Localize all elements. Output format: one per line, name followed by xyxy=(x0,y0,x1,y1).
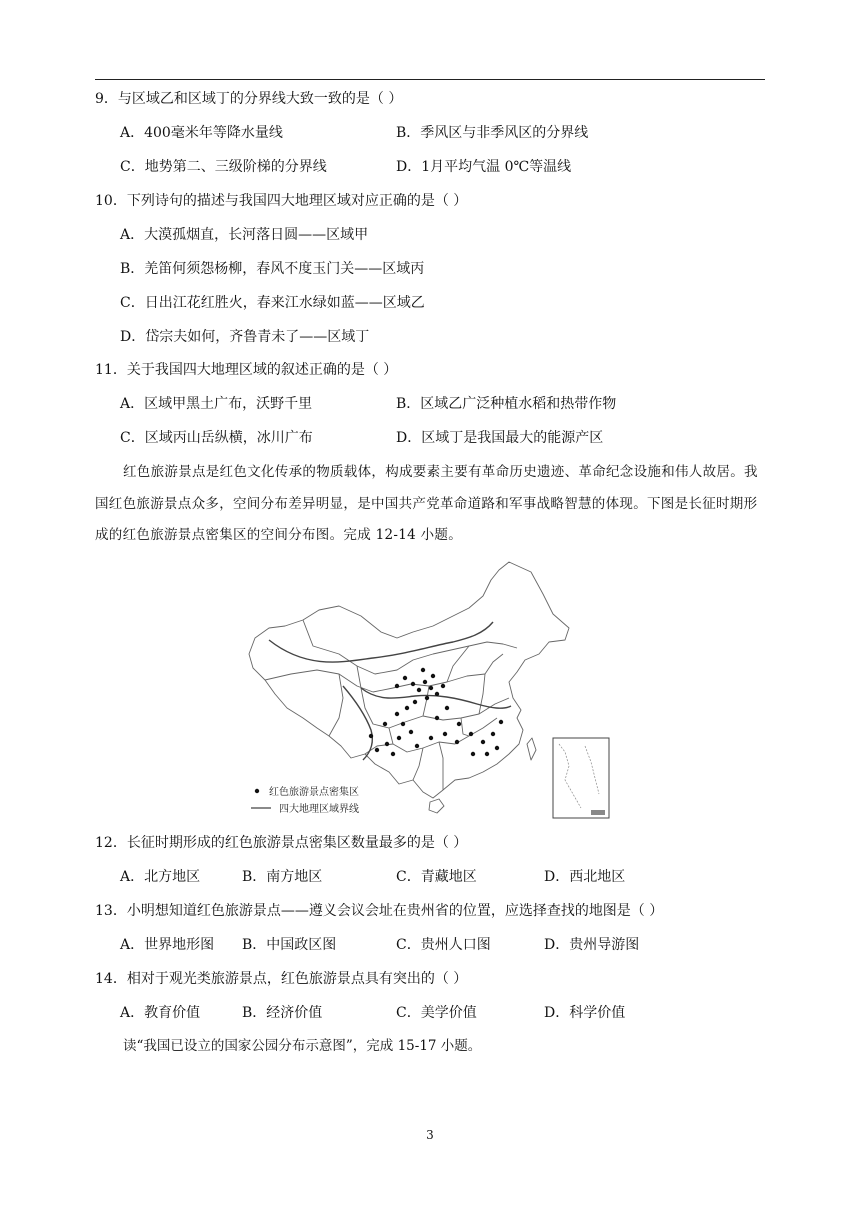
q12-option-b: B．南方地区 xyxy=(242,869,323,885)
q13-option-b: B．中国政区图 xyxy=(242,937,337,953)
q9-stem: 9．与区域乙和区域丁的分界线大致一致的是（ ） xyxy=(95,91,403,107)
q11-option-a: A．区域甲黑土广布，沃野千里 xyxy=(120,396,313,412)
q13-option-c: C．贵州人口图 xyxy=(396,937,491,953)
q13-option-d: D．贵州导游图 xyxy=(544,937,640,953)
q10-option-b: B．羌笛何须怨杨柳，春风不度玉门关——区域丙 xyxy=(120,261,425,277)
q14-option-c: C．美学价值 xyxy=(396,1005,477,1021)
region-boundary-north xyxy=(269,622,493,662)
legend-line-label: 四大地理区域界线 xyxy=(279,804,359,815)
passage-red-tourism-text: 红色旅游景点是红色文化传承的物质载体，构成要素主要有革命历史遗迹、革命纪念设施和伟人故居。我国红色旅游景点众多，空间分布差异明显，是中国共产党革命道路和军事战略智慧的体现。下图是长征时期形成的红色旅游景点密集区的空间分布图。完成 12-14 小题。 xyxy=(95,464,758,543)
q10-option-a: A．大漠孤烟直，长河落日圆——区域甲 xyxy=(120,227,369,243)
q12-option-a: A．北方地区 xyxy=(120,869,201,885)
q9-option-d: D．1月平均气温 0℃等温线 xyxy=(396,159,572,175)
q12-option-d: D．西北地区 xyxy=(544,869,626,885)
q14-option-a: A．教育价值 xyxy=(120,1005,201,1021)
legend-dot-icon xyxy=(255,789,259,793)
passage-red-tourism xyxy=(95,457,770,552)
q13-option-a: A．世界地形图 xyxy=(120,937,215,953)
region-boundary-tibet xyxy=(343,686,372,760)
header-rule xyxy=(95,79,765,80)
q10-option-d: D．岱宗夫如何，齐鲁青未了——区域丁 xyxy=(120,329,370,345)
legend-dot-label: 红色旅游景点密集区 xyxy=(269,787,359,798)
q10-stem: 10．下列诗句的描述与我国四大地理区域对应正确的是（ ） xyxy=(95,193,468,209)
q10-option-c: C．日出江花红胜火，春来江水绿如蓝——区域乙 xyxy=(120,295,425,311)
region-boundary-qinling xyxy=(361,688,511,708)
q12-option-c: C．青藏地区 xyxy=(396,869,477,885)
q11-option-c: C．区域丙山岳纵横，冰川广布 xyxy=(120,430,313,446)
q14-option-b: B．经济价值 xyxy=(242,1005,323,1021)
q11-stem: 11．关于我国四大地理区域的叙述正确的是（ ） xyxy=(95,362,398,378)
q11-option-b: B．区域乙广泛种植水稻和热带作物 xyxy=(396,396,617,412)
south-china-sea-inset xyxy=(553,738,609,818)
q13-stem: 13．小明想知道红色旅游景点——遵义会议会址在贵州省的位置，应选择查找的地图是（ ） xyxy=(95,903,664,919)
page-number: 3 xyxy=(426,1128,434,1142)
red-tourism-map xyxy=(247,558,617,823)
china-outline xyxy=(249,562,569,798)
q14-stem: 14．相对于观光类旅游景点，红色旅游景点具有突出的（ ） xyxy=(95,971,468,987)
q11-option-d: D．区域丁是我国最大的能源产区 xyxy=(396,430,604,446)
passage-national-parks: 读“我国已设立的国家公园分布示意图”，完成 15-17 小题。 xyxy=(123,1038,482,1054)
q12-stem: 12．长征时期形成的红色旅游景点密集区数量最多的是（ ） xyxy=(95,835,468,851)
q9-option-b: B．季风区与非季风区的分界线 xyxy=(396,125,589,141)
q9-option-c: C．地势第二、三级阶梯的分界线 xyxy=(120,159,327,175)
q9-option-a: A．400毫米年等降水量线 xyxy=(120,125,283,141)
q14-option-d: D．科学价值 xyxy=(544,1005,626,1021)
